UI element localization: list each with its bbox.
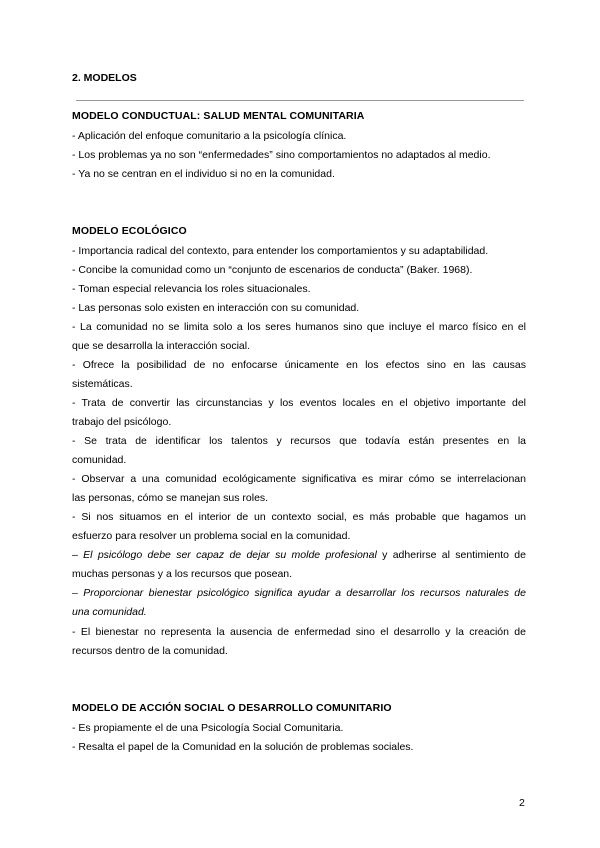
list-item-line: esfuerzo para resolver un problema social en la comunidad. [72,530,351,542]
italic-phrase: El psicólogo debe ser capaz de dejar su molde profesional [83,549,377,561]
list-item-line [72,546,526,565]
list-item-line: una comunidad. [72,606,147,618]
list-item-line: sistemáticas. [72,378,133,390]
list-item-line: - Trata de convertir las circunstancias y los eventos locales en el objetivo importante del [72,397,526,409]
list-item: - Concibe la comunidad como un “conjunto de escenarios de conducta” (Baker. 1968). [72,264,473,276]
list-item-line: - El bienestar no representa la ausencia de enfermedad sino el desarrollo y la creación de [72,626,526,638]
page-number: 2 [519,797,525,809]
list-item-line: - Si nos situamos en el interior de un contexto social, es más probable que hagamos un [72,511,526,523]
list-item: - Ya no se centran en el individuo si no en la comunidad. [72,168,335,180]
list-item-line: recursos dentro de la comunidad. [72,645,228,657]
list-item: - Resalta el papel de la Comunidad en la solución de problemas sociales. [72,741,414,753]
list-item: - Importancia radical del contexto, para entender los comportamientos y su adaptabilidad. [72,245,489,257]
list-item: - Toman especial relevancia los roles situacionales. [72,283,311,295]
dash-prefix: – [72,549,84,561]
list-item-line: las personas, cómo se manejan sus roles. [72,492,269,504]
list-item-line: trabajo del psicólogo. [72,416,172,428]
list-item: - Las personas solo existen en interacción con su comunidad. [72,302,360,314]
list-item: - Los problemas ya no son “enfermedades” sino comportamientos no adaptados al medio. [72,149,491,161]
text-segment: y adherirse al sentimiento de [376,549,526,561]
section-title: 2. MODELOS [72,72,137,84]
list-item: - Aplicación del enfoque comunitario a la psicología clínica. [72,130,347,142]
heading-modelo-conductual: MODELO CONDUCTUAL: SALUD MENTAL COMUNITARIA [72,110,365,122]
heading-modelo-ecologico: MODELO ECOLÓGICO [72,225,187,237]
list-item-line: muchas personas y a los recursos que posean. [72,568,293,580]
list-item-line: - Se trata de identificar los talentos y recursos que todavía están presentes en la [72,435,526,447]
list-item-line: - Ofrece la posibilidad de no enfocarse únicamente en los efectos sino en las causas [72,359,526,371]
list-item-line: - Observar a una comunidad ecológicamente significativa es mirar cómo se interrelacionan [72,473,526,485]
horizontal-divider [76,100,524,101]
list-item-line: - La comunidad no se limita solo a los seres humanos sino que incluye el marco físico en el [72,321,526,333]
list-item-line: que se desarrolla la interacción social. [72,340,251,352]
list-item: - Es propiamente el de una Psicología Social Comunitaria. [72,722,344,734]
heading-modelo-accion-social: MODELO DE ACCIÓN SOCIAL O DESARROLLO COMUNITARIO [72,702,392,714]
list-item-line: – Proporcionar bienestar psicológico significa ayudar a desarrollar los recursos naturales de [72,587,526,599]
list-item-line: comunidad. [72,454,127,466]
